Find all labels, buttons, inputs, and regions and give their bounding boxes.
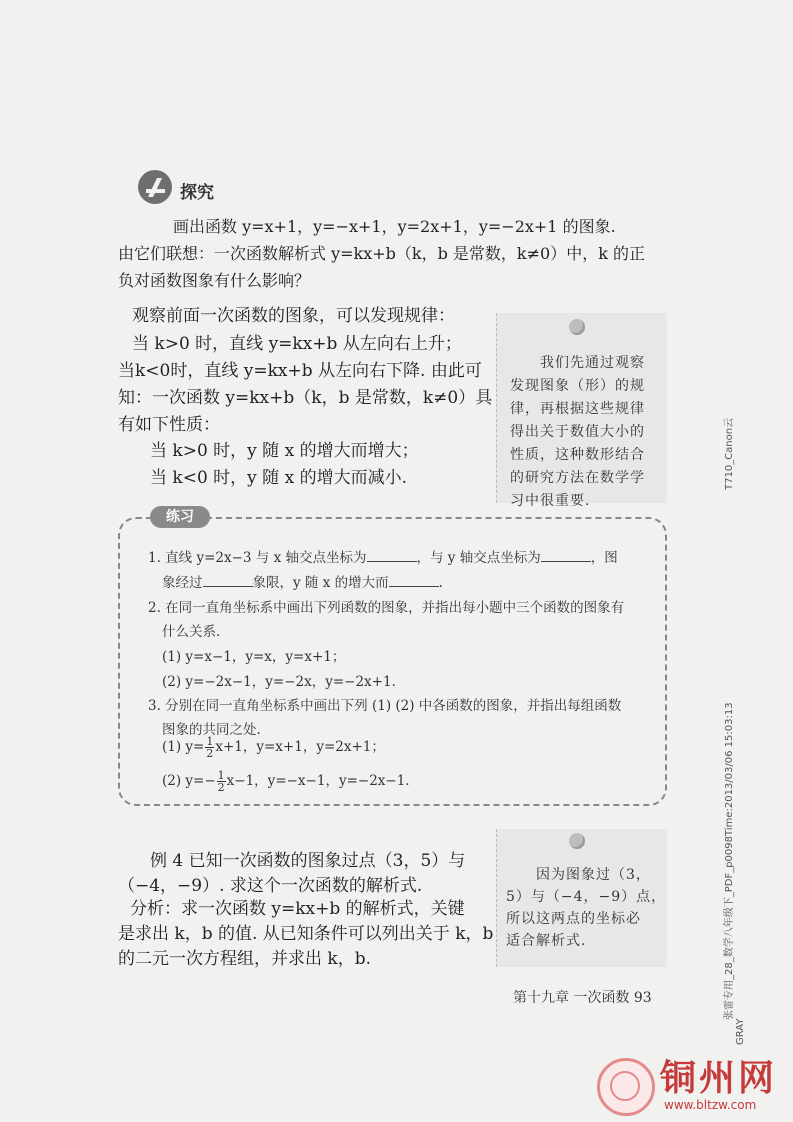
practice-q3-text: (1) y= (162, 739, 205, 755)
scan-meta-b: 张雷专用_28_数学八年级下_PDF_p0098Time:2013/03/06 15:03:13 (724, 702, 735, 1020)
example-line-5: 的二元一次方程组，并求出 k，b. (118, 949, 371, 969)
side-note-2-line: 适合解析式. (506, 933, 587, 949)
lightbulb-icon (569, 833, 585, 849)
observe-line-1: 观察前面一次函数的图象，可以发现规律： (132, 306, 455, 326)
side-note-1-line: 得出关于数值大小的 (510, 424, 645, 440)
example-line-3: 分析：求一次函数 y=kx+b 的解析式，关键 (130, 899, 465, 919)
watermark-name: 铜州网 (660, 1057, 778, 1099)
practice-q2-line-1: 2. 在同一直角坐标系中画出下列函数的图象，并指出每小题中三个函数的图象有 (148, 600, 625, 616)
practice-q1-text: 1. 直线 y=2x−3 与 x 轴交点坐标为 (148, 550, 367, 566)
answer-blank[interactable] (203, 574, 253, 587)
observe-line-4: 知：一次函数 y=kx+b（k，b 是常数，k≠0）具 (118, 388, 493, 408)
side-note-1-line: 的研究方法在数学学 (510, 470, 645, 486)
fraction-numerator: 1 (217, 769, 225, 782)
practice-q2-item-1: (1) y=x−1，y=x，y=x+1； (162, 649, 346, 665)
explore-title: 探究 (180, 183, 214, 203)
page-footer: 第十九章 一次函数 93 (513, 990, 652, 1006)
practice-q3-text: (2) y=− (162, 773, 216, 789)
practice-q1-text: 象经过 (162, 575, 203, 591)
side-note-2-line: 5）与（−4，−9）点， (506, 889, 667, 905)
practice-q2-line-2: 什么关系. (162, 624, 221, 640)
practice-q3-line-1: 3. 分别在同一直角坐标系中画出下列 (1) (2) 中各函数的图象，并指出每组函数 (148, 698, 622, 714)
observe-line-5: 有如下性质： (118, 415, 220, 435)
practice-q3-line-2: 图象的共同之处. (162, 722, 261, 738)
side-note-2-line: 因为图象过（3， (536, 867, 651, 883)
explore-line-1: 画出函数 y=x+1，y=−x+1，y=2x+1，y=−2x+1 的图象. (173, 217, 616, 236)
side-note-2-line: 所以这两点的坐标必 (506, 911, 641, 927)
practice-q1-text: . (438, 575, 443, 591)
explore-line-3: 负对函数图象有什么影响？ (118, 271, 311, 290)
answer-blank[interactable] (367, 549, 417, 562)
answer-blank[interactable] (389, 574, 439, 587)
practice-q1-text: ，图 (590, 550, 618, 566)
scan-meta-c: GRAY (735, 1018, 746, 1045)
answer-blank[interactable] (541, 549, 591, 562)
practice-q1-line-1 (148, 546, 618, 566)
practice-q2-item-2: (2) y=−2x−1，y=−2x，y=−2x+1. (162, 674, 396, 690)
watermark-url: www.bltzw.com (664, 1098, 757, 1112)
practice-q1-text: 象限，y 随 x 的增大而 (252, 575, 389, 591)
observe-line-3: 当k<0时，直线 y=kx+b 从左向右下降. 由此可 (118, 361, 482, 381)
fraction-denominator: 2 (206, 747, 214, 760)
side-note-1-line: 律，再根据这些规律 (510, 401, 645, 417)
fraction (217, 770, 226, 793)
practice-q3-item-2 (162, 769, 410, 793)
side-note-1-line: 发现图象（形）的规 (510, 378, 645, 394)
practice-q1-text: ，与 y 轴交点坐标为 (416, 550, 541, 566)
explore-icon (138, 170, 172, 204)
fraction-numerator: 1 (206, 735, 214, 748)
example-line-2: （−4，−9）. 求这个一次函数的解析式. (118, 876, 423, 896)
fraction-denominator: 2 (217, 781, 225, 794)
scan-meta-a: T710_Canon云 (724, 417, 735, 490)
side-note-1-line: 我们先通过观察 (540, 355, 645, 371)
explore-line-2: 由它们联想：一次函数解析式 y=kx+b（k，b 是常数，k≠0）中，k 的正 (118, 244, 645, 263)
observe-line-7: 当 k<0 时，y 随 x 的增大而减小. (150, 468, 407, 488)
fraction (205, 736, 214, 759)
practice-q3-text: x+1，y=x+1，y=2x+1； (215, 739, 385, 755)
example-line-1: 例 4 已知一次函数的图象过点（3，5）与 (150, 851, 466, 871)
observe-line-2: 当 k>0 时，直线 y=kx+b 从左向右上升； (132, 334, 462, 354)
side-note-1-line: 性质，这种数形结合 (510, 447, 645, 463)
watermark-seal-icon (597, 1058, 655, 1116)
observe-line-6: 当 k>0 时，y 随 x 的增大而增大； (150, 441, 419, 461)
lightbulb-icon (569, 319, 585, 335)
practice-q3-text: x−1，y=−x−1，y=−2x−1. (226, 773, 410, 789)
example-line-4: 是求出 k，b 的值. 从已知条件可以列出关于 k，b (118, 924, 494, 944)
practice-tag: 练习 (150, 506, 210, 528)
practice-q3-item-1 (162, 735, 385, 759)
practice-q1-line-2 (162, 571, 443, 591)
side-note-1-line: 习中很重要. (510, 493, 591, 509)
